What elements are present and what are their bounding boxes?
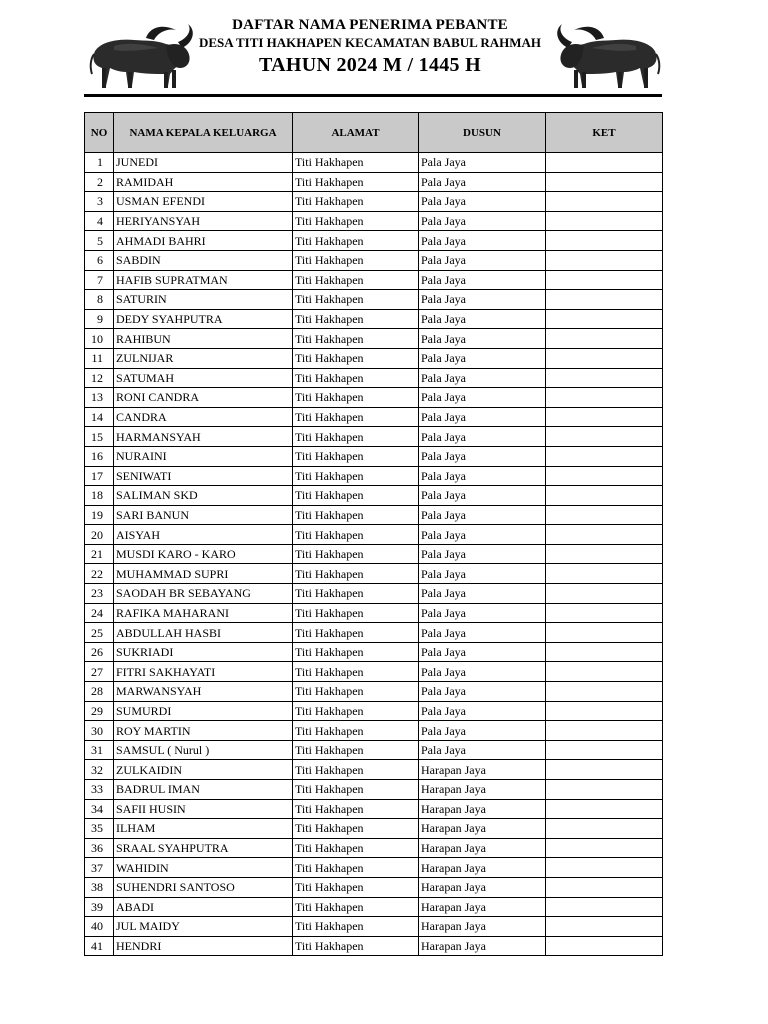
- cell-dusun: Pala Jaya: [419, 348, 546, 368]
- cell-nama: ABADI: [114, 897, 293, 917]
- cell-ket: [546, 603, 663, 623]
- column-header-no: NO: [85, 113, 114, 153]
- table-row: [85, 446, 663, 466]
- cell-dusun: Pala Jaya: [419, 564, 546, 584]
- cell-ket: [546, 329, 663, 349]
- cell-alamat: Titi Hakhapen: [293, 407, 419, 427]
- buffalo-left-icon: [84, 16, 204, 96]
- cell-dusun: Pala Jaya: [419, 682, 546, 702]
- cell-alamat: Titi Hakhapen: [293, 525, 419, 545]
- cell-ket: [546, 799, 663, 819]
- cell-ket: [546, 917, 663, 937]
- cell-no: 33: [85, 780, 114, 800]
- cell-ket: [546, 897, 663, 917]
- table-row: [85, 329, 663, 349]
- table-row: [85, 740, 663, 760]
- table-row: [85, 819, 663, 839]
- table-row: [85, 838, 663, 858]
- cell-no: 11: [85, 348, 114, 368]
- table-row: [85, 780, 663, 800]
- table-row: [85, 368, 663, 388]
- cell-nama: HAFIB SUPRATMAN: [114, 270, 293, 290]
- cell-alamat: Titi Hakhapen: [293, 153, 419, 173]
- cell-alamat: Titi Hakhapen: [293, 446, 419, 466]
- cell-ket: [546, 446, 663, 466]
- cell-no: 29: [85, 701, 114, 721]
- cell-nama: RONI CANDRA: [114, 388, 293, 408]
- cell-dusun: Harapan Jaya: [419, 917, 546, 937]
- cell-no: 15: [85, 427, 114, 447]
- cell-alamat: Titi Hakhapen: [293, 505, 419, 525]
- cell-ket: [546, 682, 663, 702]
- cell-no: 17: [85, 466, 114, 486]
- cell-dusun: Pala Jaya: [419, 427, 546, 447]
- table-row: [85, 348, 663, 368]
- cell-dusun: Pala Jaya: [419, 642, 546, 662]
- cell-ket: [546, 780, 663, 800]
- cell-dusun: Harapan Jaya: [419, 897, 546, 917]
- cell-no: 28: [85, 682, 114, 702]
- cell-nama: MUSDI KARO - KARO: [114, 544, 293, 564]
- table-row: [85, 466, 663, 486]
- cell-dusun: Pala Jaya: [419, 584, 546, 604]
- cell-alamat: Titi Hakhapen: [293, 603, 419, 623]
- cell-nama: SUMURDI: [114, 701, 293, 721]
- cell-no: 25: [85, 623, 114, 643]
- cell-alamat: Titi Hakhapen: [293, 270, 419, 290]
- cell-nama: SRAAL SYAHPUTRA: [114, 838, 293, 858]
- cell-dusun: Harapan Jaya: [419, 799, 546, 819]
- table-body: [85, 153, 663, 956]
- cell-nama: RAMIDAH: [114, 172, 293, 192]
- cell-ket: [546, 662, 663, 682]
- cell-no: 31: [85, 740, 114, 760]
- cell-alamat: Titi Hakhapen: [293, 368, 419, 388]
- cell-ket: [546, 838, 663, 858]
- cell-dusun: Harapan Jaya: [419, 780, 546, 800]
- cell-alamat: Titi Hakhapen: [293, 309, 419, 329]
- table-row: [85, 231, 663, 251]
- cell-nama: SATURIN: [114, 290, 293, 310]
- table-row: [85, 309, 663, 329]
- cell-alamat: Titi Hakhapen: [293, 799, 419, 819]
- cell-nama: SABDIN: [114, 250, 293, 270]
- cell-ket: [546, 936, 663, 956]
- cell-alamat: Titi Hakhapen: [293, 760, 419, 780]
- cell-no: 23: [85, 584, 114, 604]
- cell-alamat: Titi Hakhapen: [293, 623, 419, 643]
- cell-nama: JUNEDI: [114, 153, 293, 173]
- column-header-dusun: DUSUN: [419, 113, 546, 153]
- cell-dusun: Harapan Jaya: [419, 936, 546, 956]
- table-row: [85, 760, 663, 780]
- table-header-row: [85, 113, 663, 153]
- cell-ket: [546, 153, 663, 173]
- cell-alamat: Titi Hakhapen: [293, 486, 419, 506]
- table-row: [85, 701, 663, 721]
- cell-ket: [546, 290, 663, 310]
- cell-alamat: Titi Hakhapen: [293, 917, 419, 937]
- cell-dusun: Pala Jaya: [419, 250, 546, 270]
- cell-ket: [546, 760, 663, 780]
- cell-dusun: Pala Jaya: [419, 211, 546, 231]
- cell-dusun: Pala Jaya: [419, 486, 546, 506]
- document-year: TAHUN 2024 M / 1445 H: [258, 54, 482, 76]
- cell-dusun: Pala Jaya: [419, 603, 546, 623]
- cell-no: 13: [85, 388, 114, 408]
- cell-nama: RAHIBUN: [114, 329, 293, 349]
- cell-alamat: Titi Hakhapen: [293, 584, 419, 604]
- cell-ket: [546, 584, 663, 604]
- title-block: [190, 16, 550, 78]
- cell-no: 20: [85, 525, 114, 545]
- document-title: DAFTAR NAMA PENERIMA PEBANTE: [232, 17, 508, 33]
- cell-nama: SAODAH BR SEBAYANG: [114, 584, 293, 604]
- cell-dusun: Pala Jaya: [419, 192, 546, 212]
- cell-no: 6: [85, 250, 114, 270]
- cell-nama: SARI BANUN: [114, 505, 293, 525]
- table-row: [85, 564, 663, 584]
- cell-alamat: Titi Hakhapen: [293, 388, 419, 408]
- cell-ket: [546, 701, 663, 721]
- cell-nama: HENDRI: [114, 936, 293, 956]
- cell-nama: HARMANSYAH: [114, 427, 293, 447]
- cell-no: 27: [85, 662, 114, 682]
- cell-dusun: Pala Jaya: [419, 368, 546, 388]
- cell-dusun: Pala Jaya: [419, 309, 546, 329]
- cell-ket: [546, 525, 663, 545]
- cell-alamat: Titi Hakhapen: [293, 192, 419, 212]
- cell-nama: NURAINI: [114, 446, 293, 466]
- table-row: [85, 270, 663, 290]
- cell-alamat: Titi Hakhapen: [293, 329, 419, 349]
- cell-nama: ZULNIJAR: [114, 348, 293, 368]
- cell-nama: ROY MARTIN: [114, 721, 293, 741]
- table-row: [85, 544, 663, 564]
- table-row: [85, 211, 663, 231]
- table-row: [85, 584, 663, 604]
- cell-no: 18: [85, 486, 114, 506]
- cell-dusun: Pala Jaya: [419, 329, 546, 349]
- cell-ket: [546, 172, 663, 192]
- cell-no: 3: [85, 192, 114, 212]
- cell-alamat: Titi Hakhapen: [293, 427, 419, 447]
- cell-ket: [546, 486, 663, 506]
- cell-nama: ILHAM: [114, 819, 293, 839]
- cell-no: 40: [85, 917, 114, 937]
- cell-nama: AHMADI BAHRI: [114, 231, 293, 251]
- cell-dusun: Pala Jaya: [419, 740, 546, 760]
- cell-alamat: Titi Hakhapen: [293, 662, 419, 682]
- cell-dusun: Harapan Jaya: [419, 838, 546, 858]
- header-divider: [84, 94, 662, 97]
- cell-no: 8: [85, 290, 114, 310]
- cell-dusun: Pala Jaya: [419, 153, 546, 173]
- cell-dusun: Pala Jaya: [419, 701, 546, 721]
- cell-dusun: Harapan Jaya: [419, 819, 546, 839]
- table-row: [85, 877, 663, 897]
- cell-no: 12: [85, 368, 114, 388]
- cell-alamat: Titi Hakhapen: [293, 211, 419, 231]
- table-row: [85, 172, 663, 192]
- cell-nama: SENIWATI: [114, 466, 293, 486]
- cell-nama: SATUMAH: [114, 368, 293, 388]
- cell-ket: [546, 858, 663, 878]
- cell-ket: [546, 388, 663, 408]
- cell-nama: FITRI SAKHAYATI: [114, 662, 293, 682]
- cell-no: 38: [85, 877, 114, 897]
- cell-no: 32: [85, 760, 114, 780]
- cell-dusun: Pala Jaya: [419, 270, 546, 290]
- cell-alamat: Titi Hakhapen: [293, 348, 419, 368]
- cell-nama: BADRUL IMAN: [114, 780, 293, 800]
- cell-dusun: Pala Jaya: [419, 544, 546, 564]
- cell-nama: USMAN EFENDI: [114, 192, 293, 212]
- cell-nama: ZULKAIDIN: [114, 760, 293, 780]
- recipient-table-container: [84, 112, 662, 956]
- cell-ket: [546, 721, 663, 741]
- cell-alamat: Titi Hakhapen: [293, 682, 419, 702]
- cell-dusun: Pala Jaya: [419, 172, 546, 192]
- cell-dusun: Pala Jaya: [419, 466, 546, 486]
- cell-dusun: Pala Jaya: [419, 623, 546, 643]
- cell-no: 24: [85, 603, 114, 623]
- table-row: [85, 250, 663, 270]
- cell-no: 39: [85, 897, 114, 917]
- cell-alamat: Titi Hakhapen: [293, 544, 419, 564]
- cell-dusun: Harapan Jaya: [419, 877, 546, 897]
- cell-ket: [546, 250, 663, 270]
- recipient-table: [84, 112, 663, 956]
- table-row: [85, 290, 663, 310]
- table-row: [85, 407, 663, 427]
- cell-alamat: Titi Hakhapen: [293, 780, 419, 800]
- cell-nama: DEDY SYAHPUTRA: [114, 309, 293, 329]
- cell-ket: [546, 740, 663, 760]
- cell-no: 36: [85, 838, 114, 858]
- cell-nama: SUKRIADI: [114, 642, 293, 662]
- document-header: [0, 0, 768, 100]
- cell-alamat: Titi Hakhapen: [293, 701, 419, 721]
- cell-dusun: Pala Jaya: [419, 721, 546, 741]
- cell-dusun: Pala Jaya: [419, 662, 546, 682]
- table-row: [85, 603, 663, 623]
- table-row: [85, 897, 663, 917]
- cell-nama: MUHAMMAD SUPRI: [114, 564, 293, 584]
- cell-ket: [546, 368, 663, 388]
- cell-alamat: Titi Hakhapen: [293, 858, 419, 878]
- cell-nama: JUL MAIDY: [114, 917, 293, 937]
- cell-ket: [546, 877, 663, 897]
- cell-alamat: Titi Hakhapen: [293, 290, 419, 310]
- cell-nama: CANDRA: [114, 407, 293, 427]
- cell-alamat: Titi Hakhapen: [293, 897, 419, 917]
- cell-ket: [546, 231, 663, 251]
- table-row: [85, 525, 663, 545]
- cell-no: 16: [85, 446, 114, 466]
- table-row: [85, 721, 663, 741]
- cell-no: 41: [85, 936, 114, 956]
- table-row: [85, 917, 663, 937]
- cell-alamat: Titi Hakhapen: [293, 231, 419, 251]
- cell-no: 34: [85, 799, 114, 819]
- table-row: [85, 858, 663, 878]
- column-header-nama: NAMA KEPALA KELUARGA: [114, 113, 293, 153]
- cell-ket: [546, 544, 663, 564]
- cell-ket: [546, 819, 663, 839]
- cell-ket: [546, 348, 663, 368]
- cell-ket: [546, 211, 663, 231]
- cell-nama: SALIMAN SKD: [114, 486, 293, 506]
- cell-alamat: Titi Hakhapen: [293, 936, 419, 956]
- cell-nama: HERIYANSYAH: [114, 211, 293, 231]
- cell-no: 37: [85, 858, 114, 878]
- cell-no: 10: [85, 329, 114, 349]
- table-row: [85, 505, 663, 525]
- cell-no: 21: [85, 544, 114, 564]
- cell-alamat: Titi Hakhapen: [293, 819, 419, 839]
- cell-nama: SAMSUL ( Nurul ): [114, 740, 293, 760]
- cell-ket: [546, 192, 663, 212]
- table-row: [85, 642, 663, 662]
- cell-dusun: Harapan Jaya: [419, 858, 546, 878]
- cell-no: 19: [85, 505, 114, 525]
- cell-no: 2: [85, 172, 114, 192]
- cell-ket: [546, 466, 663, 486]
- cell-no: 14: [85, 407, 114, 427]
- cell-no: 4: [85, 211, 114, 231]
- cell-no: 5: [85, 231, 114, 251]
- cell-no: 22: [85, 564, 114, 584]
- cell-nama: SAFII HUSIN: [114, 799, 293, 819]
- cell-no: 7: [85, 270, 114, 290]
- cell-nama: AISYAH: [114, 525, 293, 545]
- cell-ket: [546, 642, 663, 662]
- cell-no: 1: [85, 153, 114, 173]
- table-row: [85, 192, 663, 212]
- cell-no: 35: [85, 819, 114, 839]
- table-row: [85, 623, 663, 643]
- cell-ket: [546, 623, 663, 643]
- buffalo-right-icon: [546, 16, 666, 96]
- cell-ket: [546, 309, 663, 329]
- cell-dusun: Pala Jaya: [419, 446, 546, 466]
- cell-alamat: Titi Hakhapen: [293, 740, 419, 760]
- cell-ket: [546, 564, 663, 584]
- cell-ket: [546, 427, 663, 447]
- cell-nama: ABDULLAH HASBI: [114, 623, 293, 643]
- table-row: [85, 486, 663, 506]
- table-row: [85, 153, 663, 173]
- table-row: [85, 682, 663, 702]
- cell-nama: WAHIDIN: [114, 858, 293, 878]
- cell-dusun: Pala Jaya: [419, 388, 546, 408]
- cell-alamat: Titi Hakhapen: [293, 250, 419, 270]
- table-row: [85, 936, 663, 956]
- table-row: [85, 799, 663, 819]
- cell-ket: [546, 270, 663, 290]
- cell-no: 26: [85, 642, 114, 662]
- cell-dusun: Harapan Jaya: [419, 760, 546, 780]
- cell-dusun: Pala Jaya: [419, 290, 546, 310]
- cell-nama: RAFIKA MAHARANI: [114, 603, 293, 623]
- cell-alamat: Titi Hakhapen: [293, 466, 419, 486]
- cell-alamat: Titi Hakhapen: [293, 877, 419, 897]
- table-row: [85, 427, 663, 447]
- column-header-ket: KET: [546, 113, 663, 153]
- cell-dusun: Pala Jaya: [419, 231, 546, 251]
- cell-ket: [546, 407, 663, 427]
- table-row: [85, 662, 663, 682]
- cell-alamat: Titi Hakhapen: [293, 564, 419, 584]
- cell-nama: MARWANSYAH: [114, 682, 293, 702]
- table-row: [85, 388, 663, 408]
- cell-no: 30: [85, 721, 114, 741]
- cell-alamat: Titi Hakhapen: [293, 721, 419, 741]
- cell-ket: [546, 505, 663, 525]
- cell-alamat: Titi Hakhapen: [293, 172, 419, 192]
- cell-alamat: Titi Hakhapen: [293, 838, 419, 858]
- cell-nama: SUHENDRI SANTOSO: [114, 877, 293, 897]
- column-header-alamat: ALAMAT: [293, 113, 419, 153]
- cell-dusun: Pala Jaya: [419, 505, 546, 525]
- cell-alamat: Titi Hakhapen: [293, 642, 419, 662]
- cell-dusun: Pala Jaya: [419, 525, 546, 545]
- document-subtitle: DESA TITI HAKHAPEN KECAMATAN BABUL RAHMAH: [198, 35, 541, 50]
- cell-no: 9: [85, 309, 114, 329]
- cell-dusun: Pala Jaya: [419, 407, 546, 427]
